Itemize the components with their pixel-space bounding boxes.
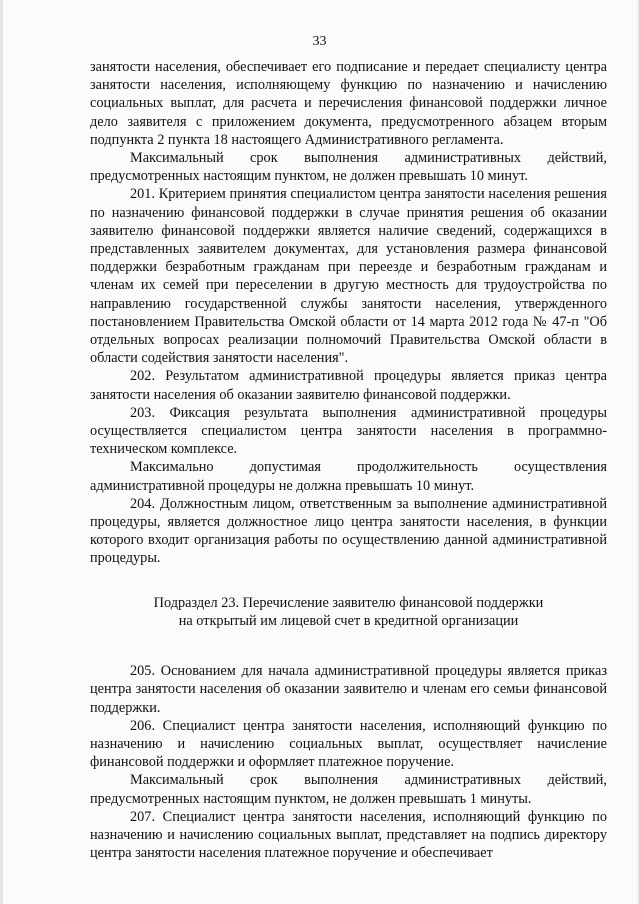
paragraph-206: 206. Специалист центра занятости населения, исполняющий функцию по назначению и начислению социальных выплат, осуществляет начисление финансовой поддержки и оформляет платежное поручение. xyxy=(90,717,607,771)
paragraph-203: 203. Фиксация результата выполнения административной процедуры осуществляется специалистом центра занятости населения в программно-техническом комплексе. xyxy=(90,404,607,458)
paragraph-max-time-1: Максимальный срок выполнения административных действий, предусмотренных настоящим пунктом, не должен превышать 10 минут. xyxy=(90,150,607,185)
scan-edge xyxy=(0,0,3,904)
document-body xyxy=(90,58,607,862)
page-number: 33 xyxy=(312,34,327,49)
subsection-heading-line2: на открытый им лицевой счет в кредитной организации xyxy=(178,612,519,629)
paragraph-continuation: занятости населения, обеспечивает его подписание и передает специалисту центра занятости населения, исполняющему функцию по назначению и начислению социальных выплат, для расчета и перечисления финансовой поддержки личное дело заявителя с приложением документа, предусмотренного абзацем вторым подпункта 2 пункта 18 настоящего Административного регламента. xyxy=(90,59,607,148)
paragraph-205: 205. Основанием для начала административной процедуры является приказ центра занятости населения об оказании заявителю и членам его семьи финансовой поддержки. xyxy=(90,663,607,716)
subsection-heading-line1: Подраздел 23. Перечисление заявителю финансовой поддержки xyxy=(153,594,544,611)
subsection-heading xyxy=(90,594,607,630)
paragraph-201: 201. Критерием принятия специалистом центра занятости населения решения по назначению финансовой поддержки в случае принятия решения об оказании заявителю финансовой поддержки является наличие сведений, содержащихся в представленных заявителем документах, для установления размера финансовой поддержки безработным гражданам при переезде и безработным гражданам и членам их семей при переселении в другую местность для трудоустройства по направлению государственной службы занятости населения, утвержденного постановлением Правительства Омской области от 14 марта 2012 года № 47-п "Об отдельных вопросах реализации полномочий Правительства Омской области в области содействия занятости населения". xyxy=(90,186,607,367)
paragraph-204: 204. Должностным лицом, ответственным за выполнение административной процедуры, является должностное лицо центра занятости населения, в функции которого входит организация работы по осуществлению данной административной процедуры. xyxy=(90,495,607,567)
paragraph-max-time-2: Максимально допустимая продолжительность осуществления административной процедуры не должна превышать 10 минут. xyxy=(90,459,607,494)
paragraph-202: 202. Результатом административной процедуры является приказ центра занятости населения об оказании заявителю финансовой поддержки. xyxy=(90,368,607,403)
paragraph-207: 207. Специалист центра занятости населения, исполняющий функцию по назначению и начислению социальных выплат, представляет на подпись директору центра занятости населения платежное поручение и обеспечивает xyxy=(90,808,607,862)
paragraph-max-time-3: Максимальный срок выполнения административных действий, предусмотренных настоящим пунктом, не должен превышать 1 минуты. xyxy=(90,772,607,807)
